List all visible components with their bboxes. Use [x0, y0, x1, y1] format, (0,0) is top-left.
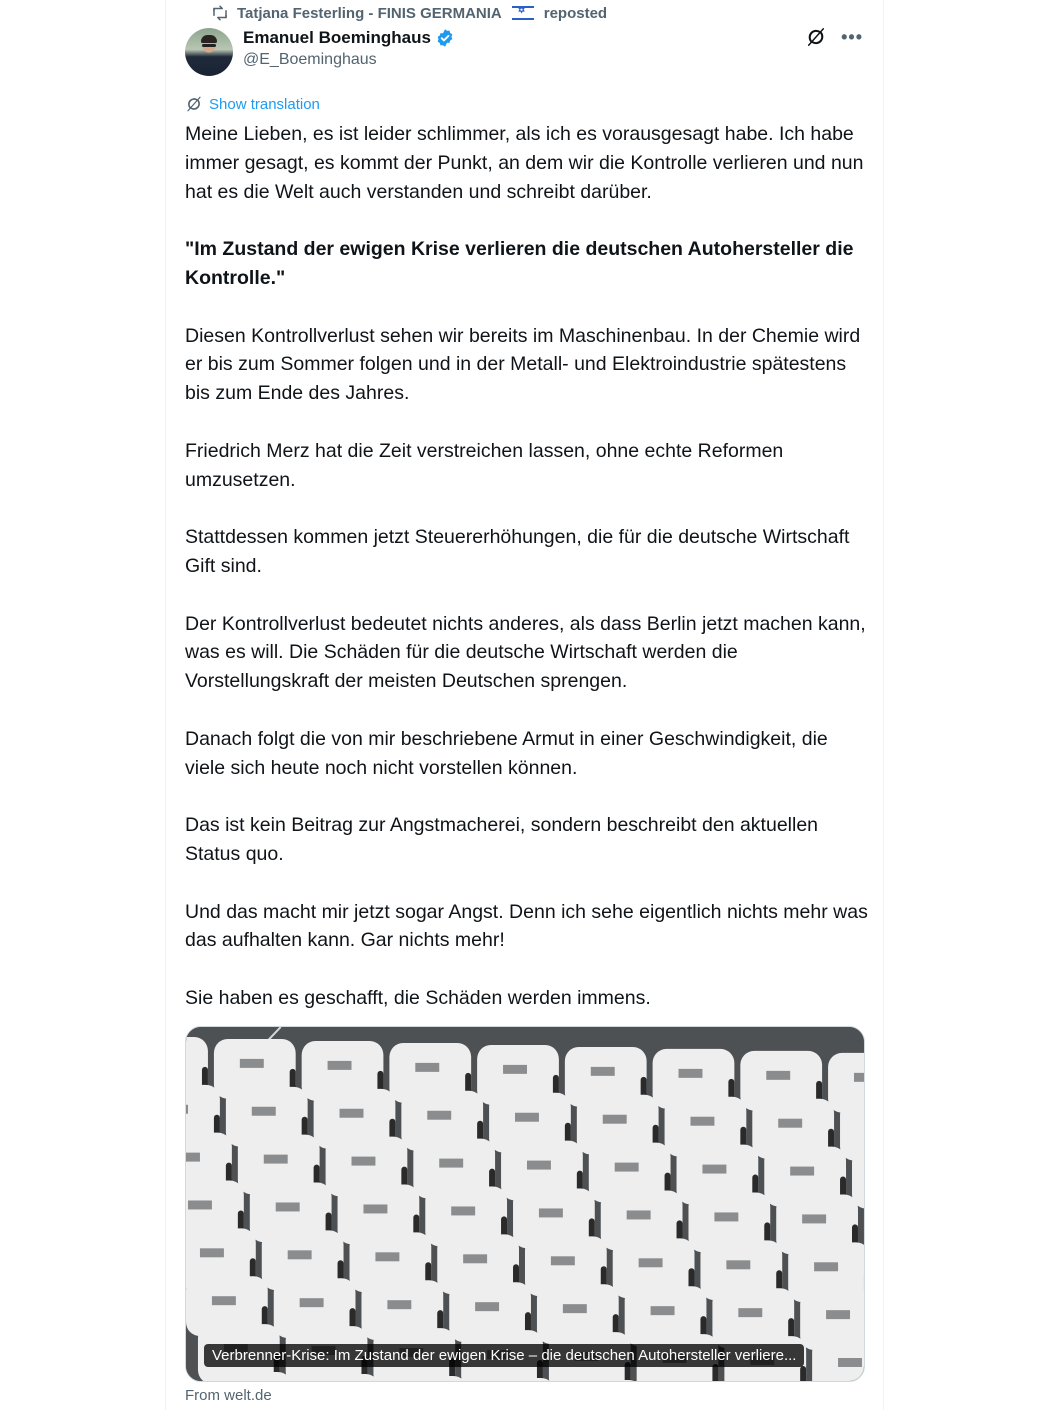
tweet-paragraph: Meine Lieben, es ist leider schlimmer, als ich es vorausgesagt habe. Ich habe immer gesagt, es kommt der Punkt, an dem wir die Kontrolle verlieren und nun hat es die Welt auch verstanden und schreibt darüber.	[185, 123, 864, 203]
covered-car	[473, 1378, 555, 1382]
more-options-icon[interactable]: •••	[841, 26, 863, 47]
covered-car	[561, 1380, 643, 1382]
link-source[interactable]: From welt.de	[185, 1387, 272, 1404]
covered-car	[812, 1338, 864, 1382]
tweet-paragraph: Das ist kein Beitrag zur Angstmacherei, sondern beschreibt den aktuellen Status quo.	[185, 814, 819, 865]
tweet-actions	[805, 26, 863, 48]
israel-flag-icon	[512, 6, 534, 20]
translate-grok-icon	[185, 95, 203, 113]
link-card[interactable]	[185, 1026, 865, 1382]
tweet-paragraph: Sie haben es geschafft, die Schäden werden immens.	[185, 986, 651, 1009]
link-card-image	[186, 1027, 864, 1382]
covered-car	[385, 1376, 467, 1382]
tweet-paragraph: Der Kontrollverlust bedeutet nichts anderes, als dass Berlin jetzt machen kann, was es will. Die Schäden für die deutsche Wirtschaft werden die Vorstellungskraft der meisten Deutschen sprengen.	[185, 612, 866, 693]
show-translation-link[interactable]	[185, 95, 320, 113]
covered-car	[210, 1372, 292, 1382]
repost-context[interactable]	[211, 3, 607, 23]
tweet-paragraph: Danach folgt die von mir beschriebene Armut in einer Geschwindigkeit, die viele sich heute noch nicht vorstellen können.	[185, 727, 828, 779]
timeline-column	[165, 0, 884, 1410]
avatar[interactable]	[185, 28, 233, 76]
verified-badge-icon	[435, 28, 455, 48]
grok-icon[interactable]	[805, 26, 827, 48]
repost-icon	[211, 4, 229, 22]
author-name[interactable]: Emanuel Boeminghaus	[243, 28, 431, 47]
repost-label: reposted	[543, 4, 608, 22]
tweet-paragraph: Diesen Kontrollverlust sehen wir bereits im Maschinenbau. In der Chemie wird er bis zum Sommer folgen und in der Metall- und Elektroindustrie spätestens bis zum Ende des Jahres.	[185, 324, 861, 405]
tweet-quote-paragraph: "Im Zustand der ewigen Krise verlieren die deutschen Autohersteller die Kontrolle."	[185, 238, 854, 289]
link-card-title: Verbrenner-Krise: Im Zustand der ewigen Krise – die deutschen Autohersteller verliere...	[204, 1344, 804, 1367]
reposter-name[interactable]: Tatjana Festerling - FINIS GERMANIA	[237, 4, 502, 22]
tweet-paragraph: Stattdessen kommen jetzt Steuererhöhungen, die für die deutsche Wirtschaft Gift sind.	[185, 526, 850, 577]
covered-car	[298, 1374, 380, 1382]
author-handle[interactable]: @E_Boeminghaus	[243, 51, 377, 68]
tweet-paragraph: Friedrich Merz hat die Zeit verstreichen lassen, ohne echte Reformen umzusetzen.	[185, 439, 784, 491]
author-block	[243, 26, 455, 69]
tweet-text	[185, 120, 870, 1042]
show-translation-label[interactable]: Show translation	[209, 95, 320, 113]
tweet-paragraph: Und das macht mir jetzt sogar Angst. Denn ich sehe eigentlich nichts mehr was das aufhalten kann. Gar nichts mehr!	[185, 900, 868, 952]
